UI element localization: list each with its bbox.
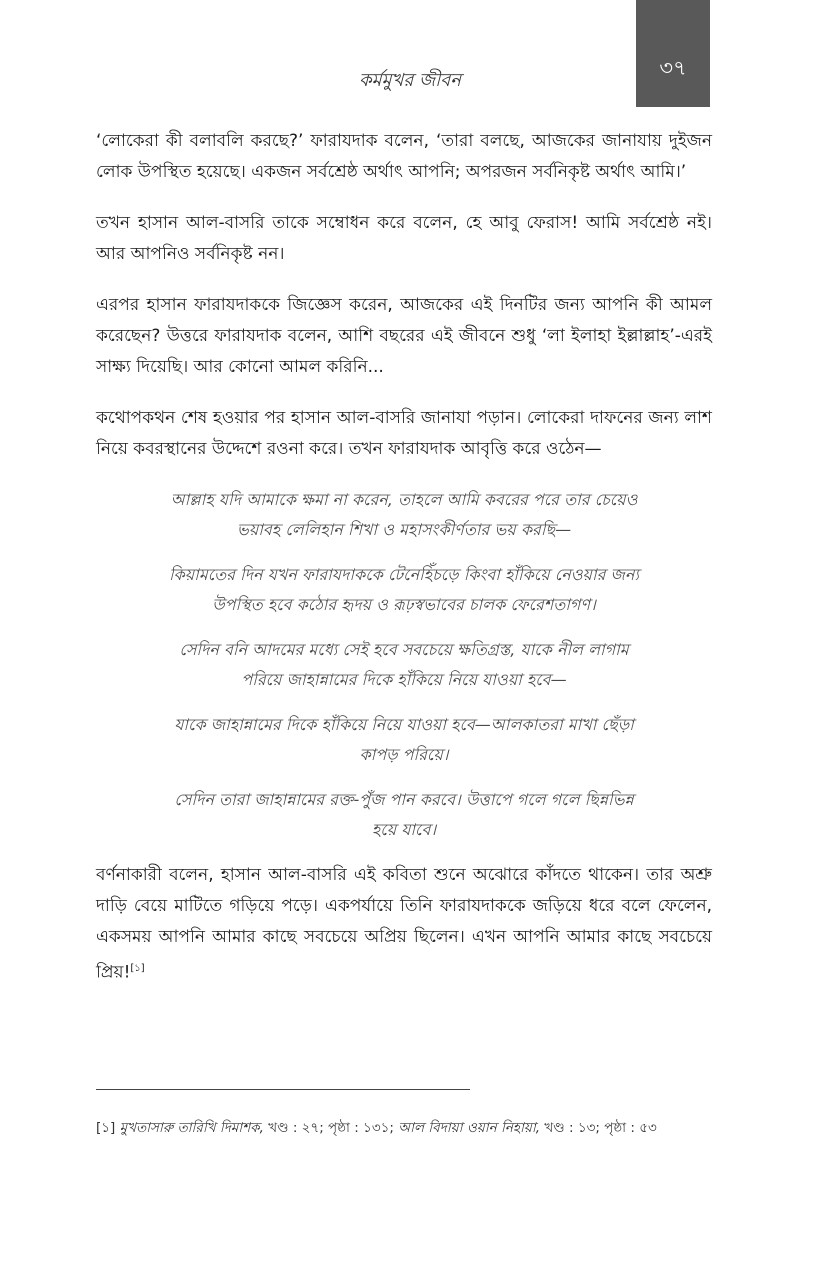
footnote-source-ref: খণ্ড : ১৩; পৃষ্ঠা : ৫৩: [540, 1120, 657, 1136]
verse-line: সেদিন বনি আদমের মধ্যে সেই হবে সবচেয়ে ক্ষতিগ্রস্ত, যাকে নীল লাগাম: [179, 640, 629, 659]
poem-verse: [96, 635, 712, 695]
verse-line: উপস্থিত হবে কঠোর হৃদয় ও রূঢ়স্বভাবের চালক ফেরেশতাগণ।: [212, 595, 596, 614]
paragraph: কথোপকথন শেষ হওয়ার পর হাসান আল-বাসরি জানাযা পড়ান। লোকেরা দাফনের জন্য লাশ নিয়ে কবরস্থানের উদ্দেশে রওনা করে। তখন ফারাযদাক আবৃত্তি করে ওঠেন—: [96, 408, 712, 459]
verse-line: হয়ে যাবে।: [371, 820, 437, 839]
verse-line: পরিয়ে জাহান্নামের দিকে হাঁকিয়ে নিয়ে যাওয়া হবে—: [241, 670, 567, 689]
paragraph: তখন হাসান আল-বাসরি তাকে সম্বোধন করে বলেন, হে আবু ফেরাস! আমি সর্বশ্রেষ্ঠ নই। আর আপনিও সর্বনিকৃষ্ট নন।: [96, 213, 712, 264]
footnote: [96, 1117, 736, 1140]
verse-line: ভয়াবহ লেলিহান শিখা ও মহাসংকীর্ণতার ভয় করছি—: [236, 520, 572, 539]
closing-paragraph-text: বর্ণনাকারী বলেন, হাসান আল-বাসরি এই কবিতা শুনে অঝোরে কাঁদতে থাকেন। তার অশ্রু দাড়ি বেয়ে মাটিতে গড়িয়ে পড়ে। একপর্যায়ে তিনি ফারাযদাককে জড়িয়ে ধরে বলে ফেলেন, একসময় আপনি আমার কাছে সবচেয়ে অপ্রিয় ছিলেন। এখন আপনি আমার কাছে সবচেয়ে প্রিয়!: [96, 865, 712, 983]
verse-line: কিয়ামতের দিন যখন ফারাযদাককে টেনেহিঁচড়ে কিংবা হাঁকিয়ে নেওয়ার জন্য: [168, 565, 640, 584]
verse-line: কাপড় পরিয়ে।: [359, 745, 449, 764]
verse-line: সেদিন তারা জাহান্নামের রক্ত-পুঁজ পান করবে। উত্তাপে গলে গলে ছিন্নভিন্ন: [174, 790, 634, 809]
footnote-divider: [96, 1089, 470, 1090]
poem-verse: [96, 785, 712, 845]
closing-paragraph: [96, 860, 712, 989]
poem-verse: [96, 560, 712, 620]
footnote-source-title: আল বিদায়া ওয়ান নিহায়া,: [398, 1120, 541, 1136]
footnote-source-ref: খণ্ড : ২৭; পৃষ্ঠা : ১৩১;: [263, 1120, 399, 1136]
paragraph: ‘লোকেরা কী বলাবলি করছে?’ ফারাযদাক বলেন, ‘তারা বলছে, আজকের জানাযায় দুইজন লোক উপস্থিত হয়েছে। একজন সর্বশ্রেষ্ঠ অর্থাৎ আপনি; অপরজন সর্বনিকৃষ্ট অর্থাৎ আমি।’: [96, 131, 712, 182]
poem-verse: [96, 485, 712, 545]
footnote-source-title: মুখতাসারু তারিখি দিমাশক,: [119, 1120, 264, 1136]
poem-verse: [96, 710, 712, 770]
running-head: কর্মমুখর জীবন: [358, 70, 462, 91]
verse-line: যাকে জাহান্নামের দিকে হাঁকিয়ে নিয়ে যাওয়া হবে—আলকাতরা মাখা ছেঁড়া: [174, 715, 634, 734]
body-text: [96, 126, 712, 1009]
footnote-marker: [১]: [96, 1120, 116, 1136]
verse-line: আল্লাহ যদি আমাকে ক্ষমা না করেন, তাহলে আমি কবরের পরে তার চেয়েও: [170, 490, 638, 509]
page-number: ৩৭: [659, 56, 687, 80]
poem: [96, 485, 712, 845]
paragraph: এরপর হাসান ফারাযদাককে জিজ্ঞেস করেন, আজকের এই দিনটির জন্য আপনি কী আমল করেছেন? উত্তরে ফারাযদাক বলেন, আশি বছরের এই জীবনে শুধু ‘লা ইলাহা ইল্লাল্লাহ’-এরই সাক্ষ্য দিয়েছি। আর কোনো আমল করিনি...: [96, 295, 712, 377]
page-number-box: [636, 0, 710, 107]
footnote-reference[interactable]: [১]: [130, 963, 145, 974]
